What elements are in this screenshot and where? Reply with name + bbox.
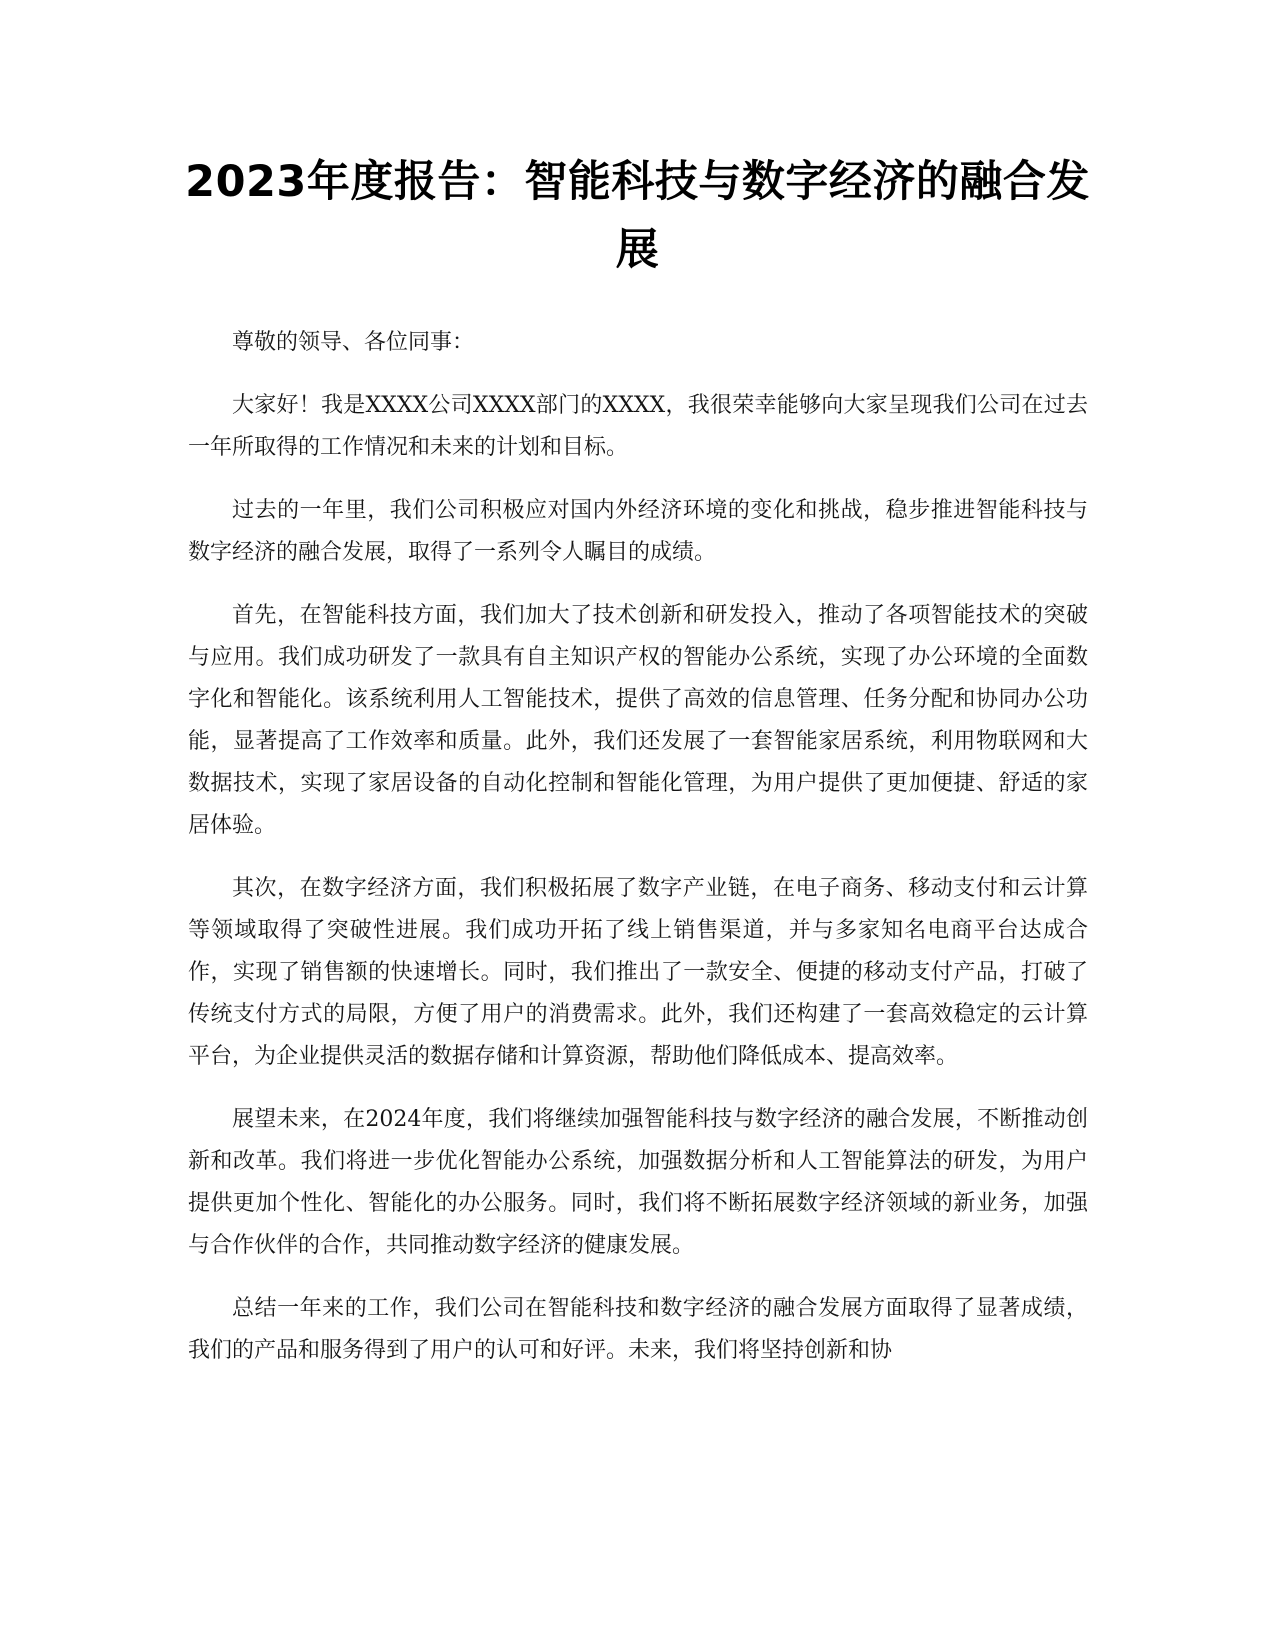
salutation: 尊敬的领导、各位同事： [232, 330, 475, 355]
paragraph-summary: 总结一年来的工作，我们公司在智能科技和数字经济的融合发展方面取得了显著成绩，我们的产品和服务得到了用户的认可和好评。未来，我们将坚持创新和协 [188, 1296, 1088, 1363]
document-body [188, 322, 1088, 1393]
paragraph-greeting: 大家好！我是XXXX公司XXXX部门的XXXX，我很荣幸能够向大家呈现我们公司在过去一年所取得的工作情况和未来的计划和目标。 [188, 393, 1088, 460]
document-title: 2023年度报告：智能科技与数字经济的融合发展 [185, 157, 1090, 275]
paragraph-overview: 过去的一年里，我们公司积极应对国内外经济环境的变化和挑战，稳步推进智能科技与数字经济的融合发展，取得了一系列令人瞩目的成绩。 [188, 498, 1088, 565]
paragraph-smart-tech: 首先，在智能科技方面，我们加大了技术创新和研发投入，推动了各项智能技术的突破与应用。我们成功研发了一款具有自主知识产权的智能办公系统，实现了办公环境的全面数字化和智能化。该系统利用人工智能技术，提供了高效的信息管理、任务分配和协同办公功能，显著提高了工作效率和质量。此外，我们还发展了一套智能家居系统，利用物联网和大数据技术，实现了家居设备的自动化控制和智能化管理，为用户提供了更加便捷、舒适的家居体验。 [188, 603, 1088, 838]
paragraph-outlook: 展望未来，在2024年度，我们将继续加强智能科技与数字经济的融合发展，不断推动创新和改革。我们将进一步优化智能办公系统，加强数据分析和人工智能算法的研发，为用户提供更加个性化、智能化的办公服务。同时，我们将不断拓展数字经济领域的新业务，加强与合作伙伴的合作，共同推动数字经济的健康发展。 [188, 1107, 1088, 1258]
paragraph-digital-economy: 其次，在数字经济方面，我们积极拓展了数字产业链，在电子商务、移动支付和云计算等领域取得了突破性进展。我们成功开拓了线上销售渠道，并与多家知名电商平台达成合作，实现了销售额的快速增长。同时，我们推出了一款安全、便捷的移动支付产品，打破了传统支付方式的局限，方便了用户的消费需求。此外，我们还构建了一套高效稳定的云计算平台，为企业提供灵活的数据存储和计算资源，帮助他们降低成本、提高效率。 [188, 876, 1088, 1069]
